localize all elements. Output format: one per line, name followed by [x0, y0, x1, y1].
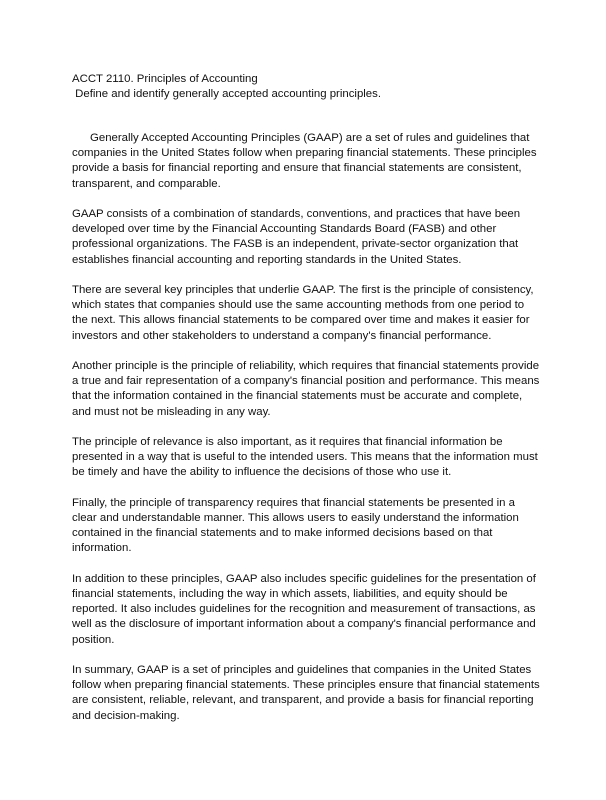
document-body [72, 131, 542, 739]
learning-objective: Define and identify generally accepted accounting principles. [72, 88, 382, 101]
paragraph-consistency: There are several key principles that underlie GAAP. The first is the principle of consistency, which states that companies should use the same accounting methods from one period to the next. This allows financial statements to be compared over time and makes it easier for investors and other stakeholders to understand a company's financial performance. [72, 284, 534, 342]
paragraph-reliability: Another principle is the principle of reliability, which requires that financial statements provide a true and fair representation of a company's financial position and performance. This means that the information contained in the financial statements must be accurate and complete, and must not be misleading in any way. [72, 360, 540, 418]
paragraph-relevance: The principle of relevance is also important, as it requires that financial information be presented in a way that is useful to the intended users. This means that the information must be timely and have the ability to influence the decisions of those who use it. [72, 436, 538, 479]
document-header [72, 72, 542, 102]
paragraph-intro: Generally Accepted Accounting Principles (GAAP) are a set of rules and guidelines that companies in the United States follow when preparing financial statements. These principles provide a basis for financial reporting and ensure that financial statements are consistent, transparent, and comparable. [72, 132, 537, 190]
course-title: ACCT 2110. Principles of Accounting [72, 73, 258, 85]
paragraph-additional-guidelines: In addition to these principles, GAAP also includes specific guidelines for the presentation of financial statements, including the way in which assets, liabilities, and equity should be reported. It also includes guidelines for the recognition and measurement of transactions, as well as the disclosure of important information about a company's financial performance and position. [72, 572, 536, 646]
paragraph-gaap-composition: GAAP consists of a combination of standards, conventions, and practices that have been developed over time by the Financial Accounting Standards Board (FASB) and other professional organizations. The FASB is an independent, private-sector organization that establishes financial accounting and reporting standards in the United States. [72, 208, 521, 266]
paragraph-transparency: Finally, the principle of transparency requires that financial statements be presented in a clear and understandable manner. This allows users to easily understand the information contained in the financial statements and to make informed decisions based on that information. [72, 496, 519, 555]
paragraph-summary: In summary, GAAP is a set of principles and guidelines that companies in the United States follow when preparing financial statements. These principles ensure that financial statements are consistent, reliable, relevant, and transparent, and provide a basis for financial reporting and decision-making. [72, 664, 540, 722]
